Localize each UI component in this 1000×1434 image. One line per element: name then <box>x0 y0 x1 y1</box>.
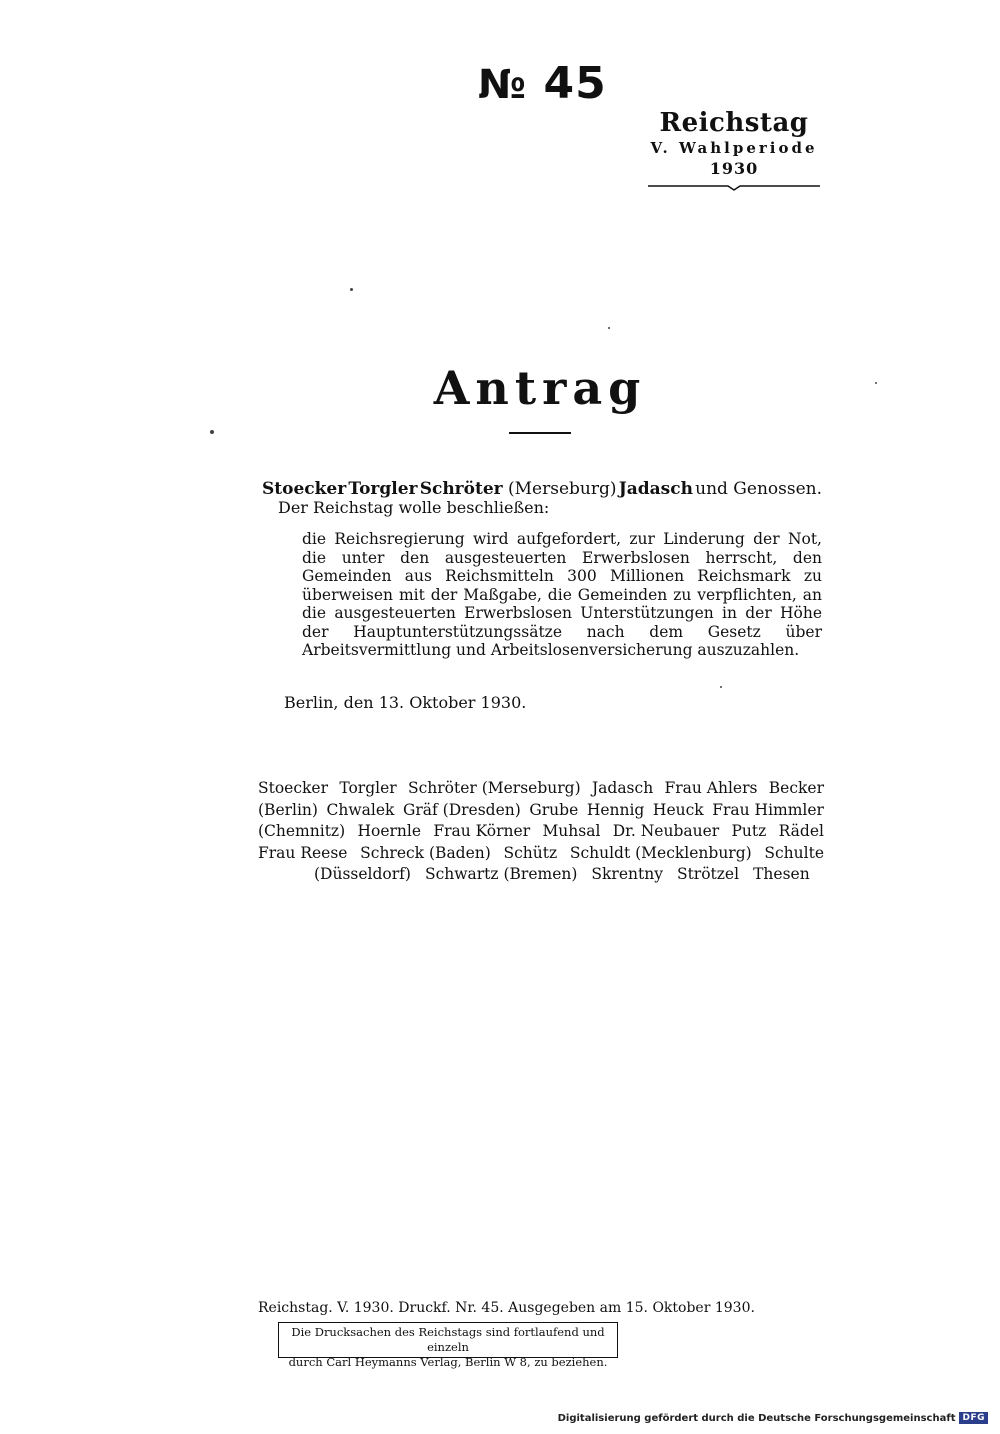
date-line: Berlin, den 13. Oktober 1930. <box>284 693 527 712</box>
signer: (Düsseldorf) <box>314 865 411 883</box>
signer: Schwartz (Bremen) <box>424 865 578 883</box>
signers-row <box>258 778 824 800</box>
institution-name: Reichstag <box>659 108 809 138</box>
sponsor-line <box>262 478 822 500</box>
print-speck <box>720 686 722 688</box>
signer: Strötzel <box>676 865 740 883</box>
document-title: Antrag <box>433 361 647 415</box>
digitization-credit <box>558 1412 988 1424</box>
electoral-period: V. Wahlperiode <box>650 139 818 157</box>
signer: Schuldt (Mecklenburg) <box>569 843 752 862</box>
signer: Frau Himmler <box>712 800 824 819</box>
number-sign: № <box>478 62 528 108</box>
credit-text: Digitalisierung gefördert durch die Deutsche Forschungsgemeinschaft <box>557 1412 956 1424</box>
signer: Heuck <box>652 800 704 819</box>
signer: Rädel <box>778 822 824 840</box>
signer: Muhsal <box>542 822 601 840</box>
signers-row <box>258 843 824 865</box>
signers-row <box>258 800 824 822</box>
signer: Hoernle <box>357 822 422 840</box>
signer: Schröter (Merseburg) <box>407 779 581 797</box>
header-rule <box>648 184 820 192</box>
signer: Gräf (Dresden) <box>402 800 521 819</box>
notice-line: Die Drucksachen des Reichstags sind fortlaufend und einzeln <box>291 1325 605 1354</box>
signers-row <box>258 864 824 886</box>
signer: Thesen <box>753 865 810 883</box>
print-speck <box>210 430 214 434</box>
signers-row <box>258 821 824 843</box>
motion-lead: Der Reichstag wolle beschließen: <box>278 498 550 517</box>
signer: Stoecker <box>258 779 329 797</box>
signer: Jadasch <box>591 779 654 797</box>
sponsor-place: (Merseburg) <box>508 479 617 499</box>
signer: Putz <box>731 822 767 840</box>
print-speck <box>875 382 877 384</box>
sponsor-name: Schröter <box>419 479 503 499</box>
signer: Chwalek <box>326 800 395 819</box>
signer: Schütz <box>503 843 558 862</box>
motion-text: die Reichsregierung wird aufgefordert, zur Linderung der Not, die unter den ausgesteuerten Erwerbslosen herrscht, den Gemeinden aus Reichsmitteln 300 Millionen Reichsmark zu überweisen mit der Maßgabe, die Gemeinden zu verpflichten, an die ausgesteuerten Erwerbslosen Unterstützungen in der Höhe der Hauptunterstützungssätze nach dem Gesetz über Arbeitsvermittlung und Arbeitslosenversicherung auszuzahlen. <box>302 530 822 659</box>
signer: Dr. Neubauer <box>612 822 720 840</box>
signers-list <box>258 778 824 886</box>
signer: Frau Reese <box>258 843 348 862</box>
header-year: 1930 <box>709 159 759 178</box>
signer: Becker <box>768 779 824 797</box>
signer: Hennig <box>586 800 645 819</box>
print-speck <box>350 288 353 291</box>
signer: Skrentny <box>591 865 663 883</box>
sponsor-name: Jadasch <box>618 479 693 499</box>
notice-line: durch Carl Heymanns Verlag, Berlin W 8, zu beziehen. <box>288 1355 608 1369</box>
title-rule <box>509 432 571 434</box>
sponsor-suffix: und Genossen. <box>695 479 822 499</box>
sponsor-name: Torgler <box>348 479 418 499</box>
signer: Torgler <box>339 779 397 797</box>
signer: Frau Körner <box>433 822 531 840</box>
publication-line: Reichstag. V. 1930. Druckf. Nr. 45. Ausgegeben am 15. Oktober 1930. <box>258 1300 755 1316</box>
signer: Schulte <box>764 843 824 862</box>
signer: Schreck (Baden) <box>360 843 491 862</box>
signer: (Berlin) <box>258 800 318 819</box>
number-value: 45 <box>543 58 607 109</box>
distribution-notice <box>278 1322 618 1369</box>
document-number <box>478 58 607 109</box>
signer: Frau Ahlers <box>664 779 758 797</box>
reichstag-header <box>648 108 820 180</box>
print-speck <box>608 327 610 329</box>
dfg-logo: DFG <box>959 1412 988 1424</box>
sponsor-name: Stoecker <box>262 479 347 499</box>
signer: Grube <box>529 800 579 819</box>
signer: (Chemnitz) <box>258 822 346 840</box>
